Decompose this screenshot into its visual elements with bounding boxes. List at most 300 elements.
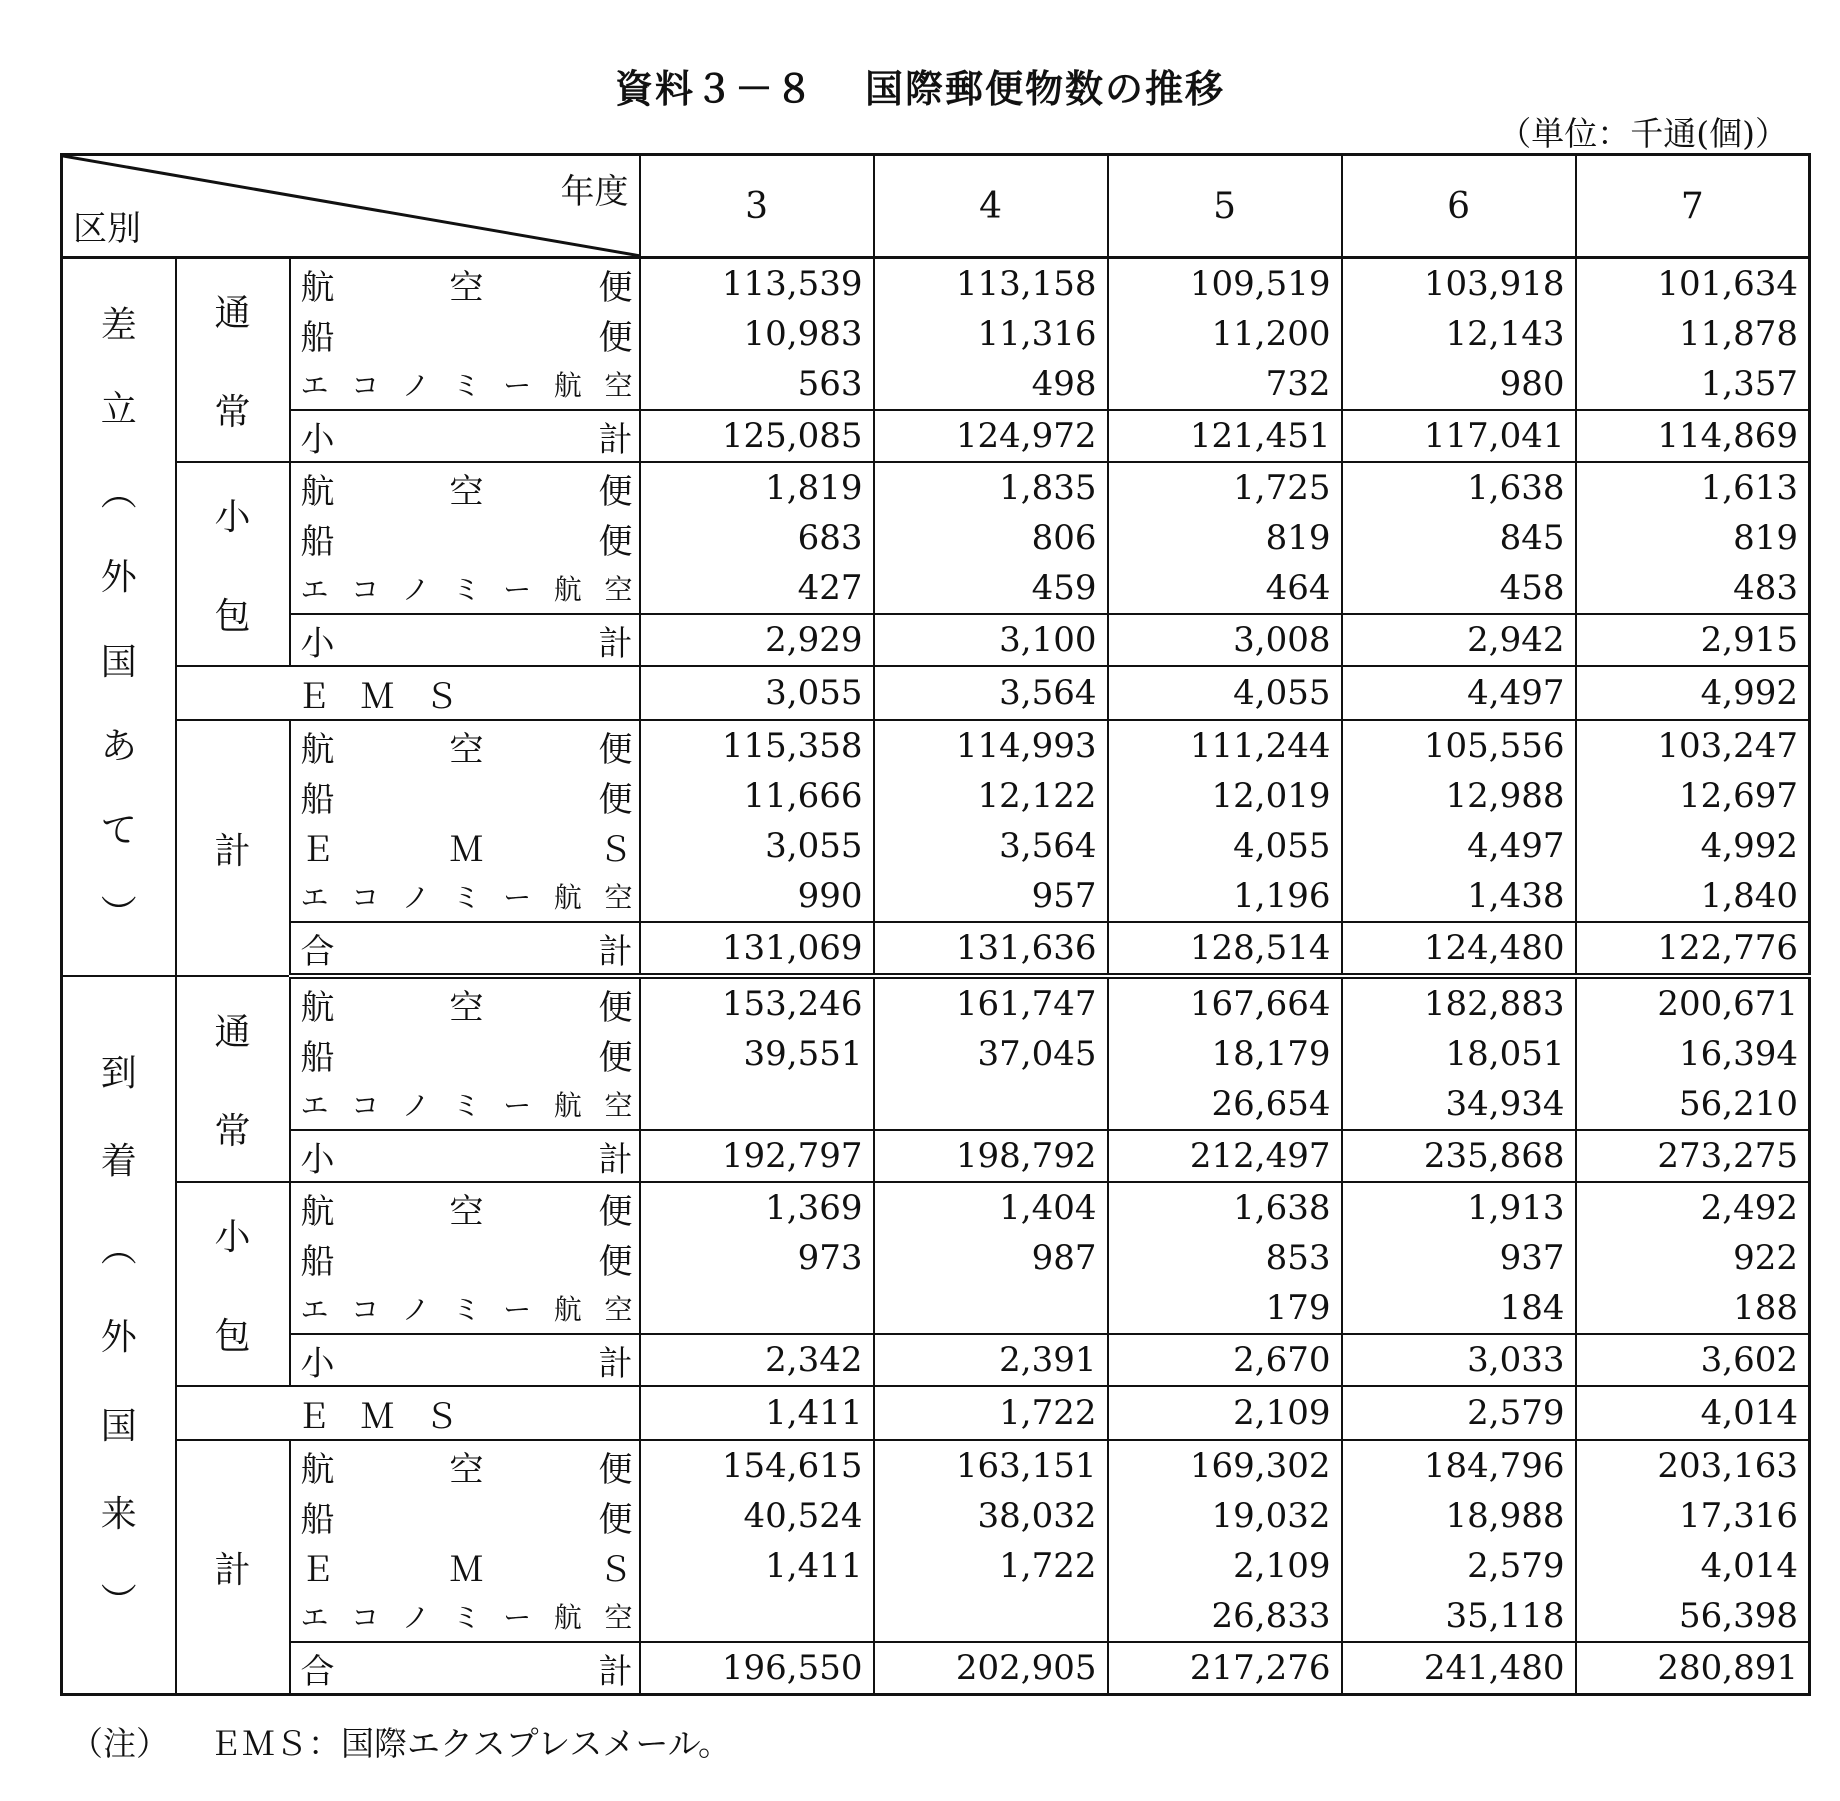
subgroup-label-char: 包 xyxy=(214,596,251,637)
table-row xyxy=(62,771,1810,821)
corner-diagonal xyxy=(63,156,641,256)
item-label-char: 航 xyxy=(553,1089,582,1122)
value-cell: 2,342 xyxy=(640,1334,874,1386)
value-cell: 2,915 xyxy=(1576,614,1810,666)
value-cell: 198,792 xyxy=(874,1130,1108,1182)
section-label xyxy=(62,976,176,1695)
item-label-char: ミ xyxy=(452,1293,481,1326)
item-label xyxy=(290,1642,640,1695)
item-label-chars xyxy=(291,514,639,563)
table-row xyxy=(62,1182,1810,1233)
item-label-char: エ xyxy=(300,573,329,606)
item-label-char: 船 xyxy=(300,317,335,358)
value-cell: 12,143 xyxy=(1342,309,1576,359)
value-cell: 1,638 xyxy=(1108,1182,1342,1233)
value-cell: 56,210 xyxy=(1679,1084,1799,1124)
value-cell: 200,671 xyxy=(1576,976,1810,1029)
item-label-chars xyxy=(291,412,639,461)
section-label-char: ︵ xyxy=(100,473,137,515)
item-label-char: 便 xyxy=(598,1037,633,1078)
table-row xyxy=(62,258,1810,310)
item-label-char: ミ xyxy=(452,1089,481,1122)
value-cell: 35,118 xyxy=(1342,1591,1576,1642)
value-cell: 103,918 xyxy=(1342,258,1576,310)
item-label-chars xyxy=(291,1184,639,1233)
section-label xyxy=(62,258,176,977)
item-label-char: 船 xyxy=(300,779,335,820)
value-cell: 12,019 xyxy=(1108,771,1342,821)
subgroup-label-chars xyxy=(177,489,289,639)
item-label-char: コ xyxy=(351,1293,380,1326)
value-cell: 2,579 xyxy=(1342,1386,1576,1440)
item-label-char: 空 xyxy=(604,1293,633,1326)
value-cell: 2,391 xyxy=(874,1334,1108,1386)
subgroup-label-chars xyxy=(177,285,289,435)
value-cell: 111,244 xyxy=(1108,720,1342,771)
value-cell: 2,109 xyxy=(1108,1386,1342,1440)
item-label-char: コ xyxy=(351,881,380,914)
item-label-char: 計 xyxy=(598,419,633,460)
item-label-char: 便 xyxy=(598,471,633,512)
item-label xyxy=(290,614,640,666)
value-cell: 113,158 xyxy=(874,258,1108,310)
item-label-char: 空 xyxy=(604,573,633,606)
item-label-char: コ xyxy=(351,573,380,606)
value-cell: 113,539 xyxy=(640,258,874,310)
value-cell: 124,972 xyxy=(874,410,1108,462)
table-row xyxy=(62,1029,1810,1079)
value-cell: 2,109 xyxy=(1108,1541,1342,1591)
item-label xyxy=(290,720,640,771)
value-cell: 184,796 xyxy=(1342,1440,1576,1491)
mail-volume-table xyxy=(60,153,1811,1696)
table-row xyxy=(62,1334,1810,1386)
value-cell: 161,747 xyxy=(874,976,1108,1029)
item-label-chars xyxy=(291,1442,639,1491)
value-cell: 3,033 xyxy=(1342,1334,1576,1386)
value-cell: 114,869 xyxy=(1576,410,1810,462)
item-label-char: ノ xyxy=(401,369,430,402)
value-cell: 957 xyxy=(874,871,1108,922)
item-label-char: 小 xyxy=(300,1343,335,1384)
item-label-chars xyxy=(291,568,639,608)
ems-label-char: Ｅ xyxy=(296,1396,331,1437)
item-label-char: ー xyxy=(503,573,532,606)
table-row xyxy=(62,410,1810,462)
ems-label-char: Ｓ xyxy=(424,676,459,717)
value-cell: 458 xyxy=(1342,563,1576,614)
item-label-chars xyxy=(291,1234,639,1283)
item-label-char: 計 xyxy=(598,931,633,972)
value-cell: 37,045 xyxy=(874,1029,1108,1079)
value-cell: 987 xyxy=(874,1233,1108,1283)
value-cell: 12,697 xyxy=(1679,776,1799,816)
value-cell: 459 xyxy=(874,563,1108,614)
value-cell: 2,942 xyxy=(1342,614,1576,666)
value-cell: 40,524 xyxy=(640,1491,874,1541)
item-label-char: エ xyxy=(300,1293,329,1326)
value-cell: 3,564 xyxy=(874,821,1108,871)
value-cell: 169,302 xyxy=(1108,1440,1342,1491)
section-label-char: 外 xyxy=(100,557,137,599)
value-cell: 184 xyxy=(1342,1283,1576,1334)
item-label-char: 航 xyxy=(553,573,582,606)
item-label-char: 便 xyxy=(598,317,633,358)
value-cell: 1,725 xyxy=(1108,462,1342,513)
item-label xyxy=(290,1130,640,1182)
value-cell: 34,934 xyxy=(1342,1079,1576,1130)
item-label-char: 便 xyxy=(598,1191,633,1232)
item-label-chars xyxy=(291,1084,639,1124)
item-label xyxy=(290,359,640,410)
value-cell: 498 xyxy=(874,359,1108,410)
value-cell: 2,492 xyxy=(1576,1182,1810,1233)
item-label xyxy=(290,821,640,871)
item-label xyxy=(290,563,640,614)
value-cell: 212,497 xyxy=(1108,1130,1342,1182)
item-label-chars xyxy=(291,1542,639,1591)
ems-label-char: Ｓ xyxy=(424,1396,459,1437)
value-cell: 3,055 xyxy=(640,821,874,871)
value-cell: 17,316 xyxy=(1679,1496,1799,1536)
value-cell xyxy=(640,1283,874,1334)
value-cell xyxy=(640,1079,874,1130)
subgroup-label-chars xyxy=(177,1004,289,1154)
item-label-char: ー xyxy=(503,369,532,402)
item-label xyxy=(290,1079,640,1130)
value-cell: 819 xyxy=(1108,513,1342,563)
item-label-char: 小 xyxy=(300,419,335,460)
value-cell xyxy=(874,1079,1108,1130)
unit-label: （単位：千通(個)） xyxy=(1498,114,1788,153)
item-label xyxy=(290,1233,640,1283)
value-cell: 1,840 xyxy=(1700,876,1799,916)
item-label-chars xyxy=(291,616,639,665)
value-cell: 683 xyxy=(640,513,874,563)
value-cell: 3,602 xyxy=(1576,1334,1810,1386)
value-cell: 39,551 xyxy=(640,1029,874,1079)
item-label-char: ー xyxy=(503,1293,532,1326)
value-cell: 114,993 xyxy=(874,720,1108,771)
value-cell: 4,992 xyxy=(1576,666,1810,720)
value-cell: 11,666 xyxy=(640,771,874,821)
value-cell: 1,913 xyxy=(1342,1182,1576,1233)
item-label-chars xyxy=(291,1492,639,1541)
item-label-char: 小 xyxy=(300,623,335,664)
subgroup-label-char: 包 xyxy=(214,1316,251,1357)
ems-label-char: Ｍ xyxy=(360,676,395,717)
item-label xyxy=(290,258,640,310)
subgroup-label-chars xyxy=(177,788,289,908)
year-header: 3 xyxy=(640,155,874,258)
value-cell: 1,613 xyxy=(1576,462,1810,513)
section-label-char: 着 xyxy=(100,1141,137,1183)
value-cell: 4,992 xyxy=(1700,826,1799,866)
value-cell: 732 xyxy=(1108,359,1342,410)
item-label-char: 空 xyxy=(604,1601,633,1634)
item-label-char: コ xyxy=(351,1089,380,1122)
value-cell: 18,179 xyxy=(1108,1029,1342,1079)
item-label-char: 空 xyxy=(449,729,484,770)
item-label xyxy=(290,1334,640,1386)
value-cell: 464 xyxy=(1108,563,1342,614)
item-label-char: 航 xyxy=(553,881,582,914)
subgroup-label-chars xyxy=(177,1209,289,1359)
section-label-chars xyxy=(63,1045,175,1625)
item-label-char: ノ xyxy=(401,881,430,914)
item-label-char: 空 xyxy=(449,987,484,1028)
value-cell: 990 xyxy=(640,871,874,922)
value-cell: 241,480 xyxy=(1342,1642,1576,1695)
value-cell: 273,275 xyxy=(1576,1130,1810,1182)
item-label-char: 便 xyxy=(598,1499,633,1540)
value-cell: 125,085 xyxy=(640,410,874,462)
value-cell: 202,905 xyxy=(874,1642,1108,1695)
value-cell: 1,357 xyxy=(1700,364,1799,404)
title-text: 国際郵便物数の推移 xyxy=(865,67,1226,111)
item-label-chars xyxy=(291,260,639,309)
item-label xyxy=(290,1182,640,1233)
table-row xyxy=(62,309,1810,359)
subgroup-label-chars xyxy=(177,1507,289,1627)
item-label-char: 合 xyxy=(300,931,335,972)
item-label-char: ー xyxy=(503,881,532,914)
value-cell: 2,929 xyxy=(640,614,874,666)
subgroup-label xyxy=(176,1182,290,1386)
value-cell xyxy=(874,1591,1108,1642)
table-row xyxy=(62,1541,1810,1591)
value-cell: 922 xyxy=(1733,1238,1799,1278)
page-title xyxy=(0,58,1840,113)
subgroup-label-char: 常 xyxy=(214,1111,251,1152)
item-label-chars xyxy=(291,364,639,404)
year-header: 7 xyxy=(1576,155,1810,258)
item-label-char: エ xyxy=(300,369,329,402)
item-label-char: エ xyxy=(300,1089,329,1122)
item-label-chars xyxy=(291,1288,639,1328)
value-cell: 3,055 xyxy=(640,666,874,720)
item-label-chars xyxy=(291,1644,639,1693)
subgroup-label-char: 常 xyxy=(214,392,251,433)
section-label-char: 国 xyxy=(100,641,137,683)
value-cell: 1,722 xyxy=(874,1541,1108,1591)
subgroup-label-char: 通 xyxy=(214,1012,251,1053)
table-row xyxy=(62,1233,1810,1283)
item-label-char: ー xyxy=(503,1089,532,1122)
value-cell: 427 xyxy=(640,563,874,614)
value-cell: 1,438 xyxy=(1342,871,1576,922)
value-cell: 845 xyxy=(1342,513,1576,563)
item-label-chars xyxy=(291,722,639,771)
item-label-chars xyxy=(291,310,639,359)
table-row xyxy=(62,922,1810,976)
section-label-char: 到 xyxy=(100,1053,137,1094)
item-label-char: 便 xyxy=(598,729,633,770)
subgroup-label xyxy=(176,720,290,976)
item-label-char: エ xyxy=(300,881,329,914)
item-label-char: コ xyxy=(351,369,380,402)
table-row xyxy=(62,1283,1810,1334)
value-cell: 121,451 xyxy=(1108,410,1342,462)
item-label-char: エ xyxy=(300,1601,329,1634)
value-cell: 103,247 xyxy=(1657,726,1799,766)
value-cell: 1,411 xyxy=(640,1541,874,1591)
value-cell: 128,514 xyxy=(1108,922,1342,976)
value-cell: 4,014 xyxy=(1576,1386,1810,1440)
value-cell: 26,833 xyxy=(1108,1591,1342,1642)
table-row xyxy=(62,976,1810,1029)
table-row xyxy=(62,1079,1810,1130)
section-label-chars xyxy=(63,297,175,937)
corner-cell xyxy=(62,155,640,258)
item-label-char: 空 xyxy=(449,1449,484,1490)
value-cell: 1,196 xyxy=(1108,871,1342,922)
value-cell: 4,497 xyxy=(1342,821,1576,871)
ems-label-char: Ｍ xyxy=(360,1396,395,1437)
subgroup-label xyxy=(176,976,290,1182)
value-cell xyxy=(874,1283,1108,1334)
item-label-char: Ｓ xyxy=(598,829,633,870)
corner-category-label: 区別 xyxy=(73,209,141,249)
section-label-char: ︶ xyxy=(100,893,137,935)
footnote-prefix: （注） xyxy=(70,1724,169,1763)
item-label-char: Ｓ xyxy=(598,1549,633,1590)
footnote-text: ＥＭＳ：国際エクスプレスメール。 xyxy=(209,1724,732,1763)
value-cell: 217,276 xyxy=(1108,1642,1342,1695)
item-label-char: Ｍ xyxy=(449,829,484,870)
value-cell: 153,246 xyxy=(640,976,874,1029)
value-cell: 1,722 xyxy=(874,1386,1108,1440)
value-cell: 109,519 xyxy=(1108,258,1342,310)
value-cell: 131,069 xyxy=(640,922,874,976)
value-cell: 1,369 xyxy=(640,1182,874,1233)
table-row xyxy=(62,666,1810,720)
table-row xyxy=(62,1130,1810,1182)
item-label-chars xyxy=(291,1030,639,1079)
section-label-char: 来 xyxy=(100,1493,137,1535)
item-label-char: 船 xyxy=(300,1241,335,1282)
item-label-char: Ｅ xyxy=(300,829,335,870)
item-label-chars xyxy=(291,980,639,1029)
item-label xyxy=(290,771,640,821)
item-label-char: ノ xyxy=(401,1089,430,1122)
value-cell: 2,670 xyxy=(1108,1334,1342,1386)
item-label-chars xyxy=(291,1596,639,1636)
table-row xyxy=(62,871,1810,922)
table-row xyxy=(62,563,1810,614)
item-label-char: 航 xyxy=(553,1601,582,1634)
value-cell: 117,041 xyxy=(1342,410,1576,462)
value-cell: 3,100 xyxy=(874,614,1108,666)
item-label xyxy=(290,1440,640,1491)
table-row xyxy=(62,462,1810,513)
table-row xyxy=(62,614,1810,666)
value-cell: 4,497 xyxy=(1342,666,1576,720)
item-label xyxy=(290,1541,640,1591)
item-label-chars xyxy=(291,924,639,973)
value-cell: 18,988 xyxy=(1342,1491,1576,1541)
item-label-char: 計 xyxy=(598,623,633,664)
item-label-char: ノ xyxy=(401,573,430,606)
item-label-char: 計 xyxy=(598,1651,633,1692)
item-label-char: 便 xyxy=(598,1241,633,1282)
subgroup-label-char: 小 xyxy=(214,1217,251,1258)
value-cell: 19,032 xyxy=(1108,1491,1342,1541)
value-cell: 131,636 xyxy=(874,922,1108,976)
year-header: 6 xyxy=(1342,155,1576,258)
item-label-char: 計 xyxy=(598,1139,633,1180)
section-label-char: ︵ xyxy=(100,1229,137,1271)
item-label-char: ミ xyxy=(452,1601,481,1634)
subgroup-label xyxy=(176,462,290,666)
value-cell: 196,550 xyxy=(640,1642,874,1695)
subgroup-label-char: 通 xyxy=(214,293,251,334)
value-cell: 2,579 xyxy=(1342,1541,1576,1591)
item-label xyxy=(290,309,640,359)
item-label xyxy=(290,1283,640,1334)
section-label-char: 立 xyxy=(100,389,137,431)
item-label xyxy=(290,462,640,513)
item-label xyxy=(290,1591,640,1642)
item-label xyxy=(290,513,640,563)
table-row xyxy=(62,1440,1810,1491)
value-cell: 124,480 xyxy=(1342,922,1576,976)
value-cell: 806 xyxy=(874,513,1108,563)
value-cell: 1,835 xyxy=(874,462,1108,513)
item-label-char: 合 xyxy=(300,1651,335,1692)
item-label-char: 航 xyxy=(553,1293,582,1326)
value-cell: 188 xyxy=(1733,1288,1799,1328)
table-row xyxy=(62,1491,1810,1541)
item-label-chars xyxy=(291,876,639,916)
section-label-char: 国 xyxy=(100,1405,137,1447)
subgroup-label-char: 小 xyxy=(214,497,251,538)
value-cell: 937 xyxy=(1342,1233,1576,1283)
item-label xyxy=(290,1029,640,1079)
value-cell: 122,776 xyxy=(1576,922,1810,976)
value-cell: 163,151 xyxy=(874,1440,1108,1491)
table-row xyxy=(62,359,1810,410)
value-cell xyxy=(640,1591,874,1642)
value-cell: 3,564 xyxy=(874,666,1108,720)
item-label-char: 航 xyxy=(300,267,335,308)
item-label-char: 空 xyxy=(449,1191,484,1232)
value-cell: 12,988 xyxy=(1342,771,1576,821)
item-label-char: 航 xyxy=(300,1191,335,1232)
item-label-char: 船 xyxy=(300,1037,335,1078)
item-label-char: ミ xyxy=(452,573,481,606)
item-label-char: ノ xyxy=(401,1293,430,1326)
value-cell: 853 xyxy=(1108,1233,1342,1283)
item-label-char: ミ xyxy=(452,881,481,914)
item-label-char: 便 xyxy=(598,779,633,820)
item-label-char: 航 xyxy=(300,471,335,512)
item-label-char: 計 xyxy=(598,1343,633,1384)
value-cell: 3,008 xyxy=(1108,614,1342,666)
item-label-chars xyxy=(291,822,639,871)
item-label-char: コ xyxy=(351,1601,380,1634)
item-label-char: ミ xyxy=(452,369,481,402)
item-label-char: ノ xyxy=(401,1601,430,1634)
item-label-char: 便 xyxy=(598,267,633,308)
section-label-char: て xyxy=(100,809,137,851)
item-label-char: Ｅ xyxy=(300,1549,335,1590)
value-cell: 179 xyxy=(1108,1283,1342,1334)
value-cell: 203,163 xyxy=(1657,1446,1799,1486)
table-row xyxy=(62,1642,1810,1695)
item-label-char: 便 xyxy=(598,987,633,1028)
value-cell: 26,654 xyxy=(1108,1079,1342,1130)
